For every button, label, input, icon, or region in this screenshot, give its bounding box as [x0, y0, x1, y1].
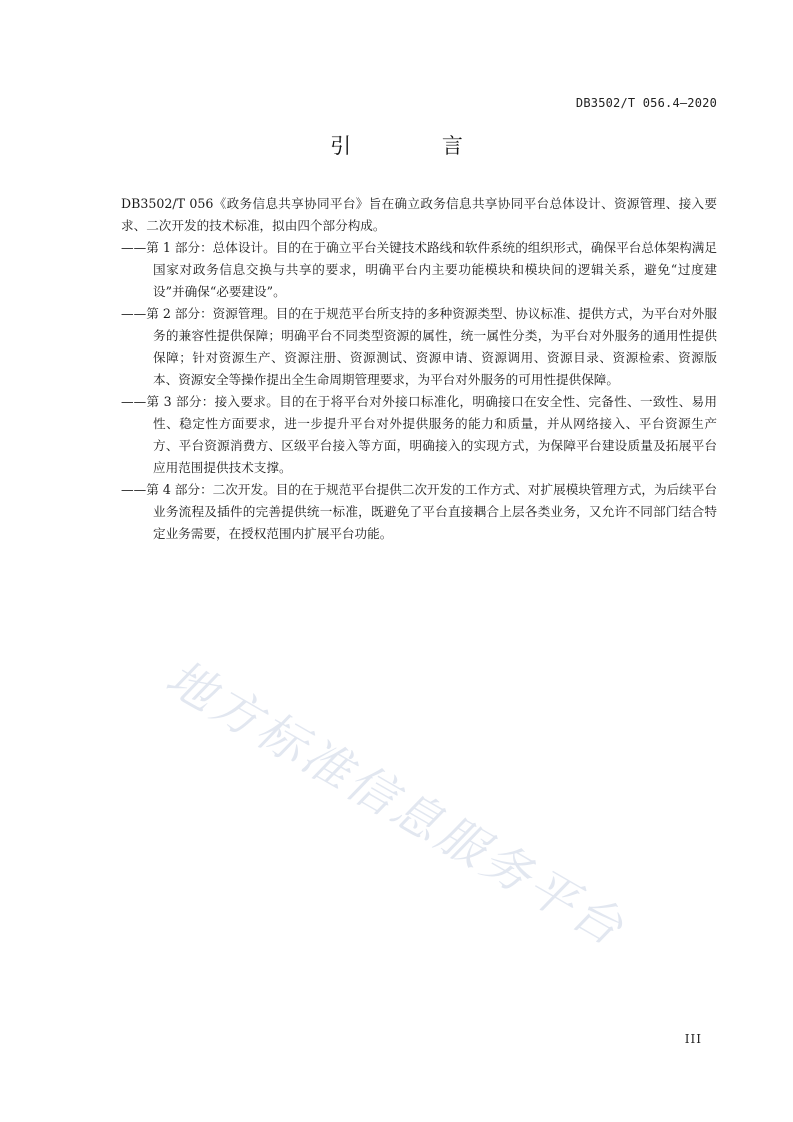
part-3-paragraph: ——第 3 部分：接入要求。目的在于将平台对外接口标准化，明确接口在安全性、完备性、一致性、易用性、稳定性方面要求，进一步提升平台对外提供服务的能力和质量，并从网络接入、平台资源生产方、平台资源消费方、区级平台接入等方面，明确接入的实现方式，为保障平台建设质量及拓展平台应用范围提供技术支撑。 [121, 394, 717, 475]
intro-paragraph: DB3502/T 056《政务信息共享协同平台》旨在确立政务信息共享协同平台总体设计、资源管理、接入要求、二次开发的技术标准，拟由四个部分构成。 [121, 196, 717, 233]
page-title: 引 言 [330, 134, 505, 158]
watermark: 地方标准信息服务平台 [156, 649, 635, 959]
document-body [121, 193, 717, 545]
part-4-paragraph: ——第 4 部分：二次开发。目的在于规范平台提供二次开发的工作方式、对扩展模块管理方式，为后续平台业务流程及插件的完善提供统一标准，既避免了平台直接耦合上层各类业务，又允许不同部门结合特定业务需要，在授权范围内扩展平台功能。 [121, 482, 717, 541]
document-code: DB3502/T 056.4—2020 [575, 96, 717, 110]
part-2-paragraph: ——第 2 部分：资源管理。目的在于规范平台所支持的多种资源类型、协议标准、提供方式，为平台对外服务的兼容性提供保障；明确平台不同类型资源的属性，统一属性分类，为平台对外服务的通用性提供保障；针对资源生产、资源注册、资源测试、资源申请、资源调用、资源目录、资源检索、资源版本、资源安全等操作提出全生命周期管理要求，为平台对外服务的可用性提供保障。 [121, 306, 717, 387]
page-number: III [684, 1032, 702, 1046]
part-1-paragraph: ——第 1 部分：总体设计。目的在于确立平台关键技术路线和软件系统的组织形式，确保平台总体架构满足国家对政务信息交换与共享的要求，明确平台内主要功能模块和模块间的逻辑关系，避免“过度建设”并确保“必要建设”。 [121, 240, 717, 299]
